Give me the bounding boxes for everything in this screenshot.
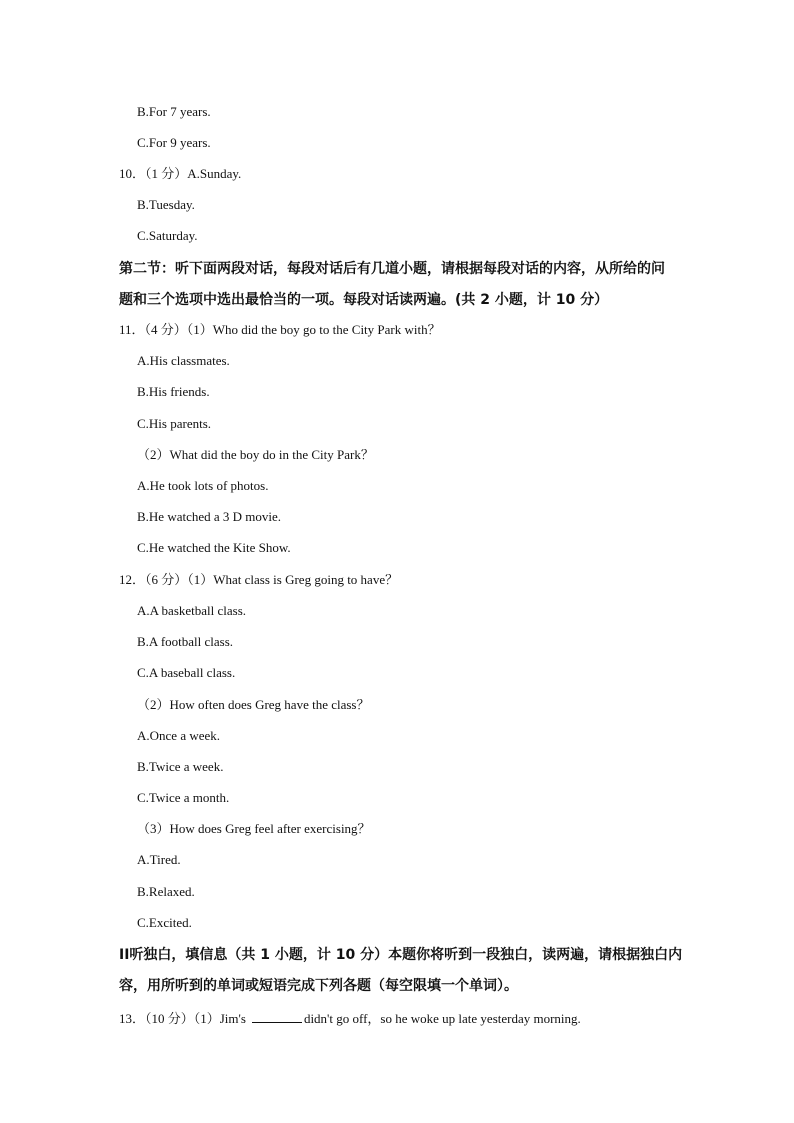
option-10b: B.Tuesday.: [137, 197, 195, 212]
question-10: 10．（1 分）A.Sunday.: [119, 166, 242, 181]
question-11-2: （2）What did the boy do in the City Park？: [137, 447, 374, 462]
question-12-2: （2）How often does Greg have the class？: [137, 697, 370, 712]
option-12-2b: B.Twice a week.: [137, 759, 224, 774]
section-heading-part3-line2: 容，用所听到的单词或短语完成下列各题（每空限填一个单词）。: [119, 978, 518, 994]
question-13-suffix: didn't go off，so he woke up late yesterday morning.: [303, 1011, 581, 1026]
option-12-3b: B.Relaxed.: [137, 884, 195, 899]
section-heading-part2-line1: 第二节：听下面两段对话，每段对话后有几道小题，请根据每段对话的内容，从所给的问: [119, 261, 665, 277]
option-12-1c: C.A baseball class.: [137, 665, 236, 680]
option-12-2c: C.Twice a month.: [137, 790, 230, 805]
section-heading-part2-line2: 题和三个选项中选出最恰当的一项。每段对话读两遍。(共 2 小题，计 10 分）: [119, 292, 609, 308]
option-12-2a: A.Once a week.: [137, 728, 221, 743]
option-9c: C.For 9 years.: [137, 135, 211, 150]
option-10c: C.Saturday.: [137, 228, 198, 243]
question-11: 11．（4 分）（1）Who did the boy go to the City Park with？: [119, 322, 441, 337]
question-13: [119, 1010, 581, 1027]
option-12-1b: B.A football class.: [137, 634, 234, 649]
option-12-3a: A.Tired.: [137, 852, 181, 867]
answer-blank[interactable]: [252, 1010, 302, 1023]
option-11-1c: C.His parents.: [137, 416, 212, 431]
option-12-1a: A.A basketball class.: [137, 603, 247, 618]
question-13-prefix: 13．（10 分）（1）Jim's: [119, 1011, 246, 1026]
option-11-2c: C.He watched the Kite Show.: [137, 540, 291, 555]
option-12-3c: C.Excited.: [137, 915, 192, 930]
option-9b: B.For 7 years.: [137, 104, 211, 119]
option-11-1b: B.His friends.: [137, 384, 210, 399]
option-11-1a: A.His classmates.: [137, 353, 230, 368]
option-11-2b: B.He watched a 3 D movie.: [137, 509, 282, 524]
section-heading-part3-line1: II听独白，填信息（共 1 小题，计 10 分）本题你将听到一段独白，读两遍，请根据独白内: [119, 947, 683, 963]
option-11-2a: A.He took lots of photos.: [137, 478, 269, 493]
question-12: 12．（6 分）（1）What class is Greg going to have？: [119, 572, 399, 587]
question-12-3: （3）How does Greg feel after exercising？: [137, 821, 371, 836]
